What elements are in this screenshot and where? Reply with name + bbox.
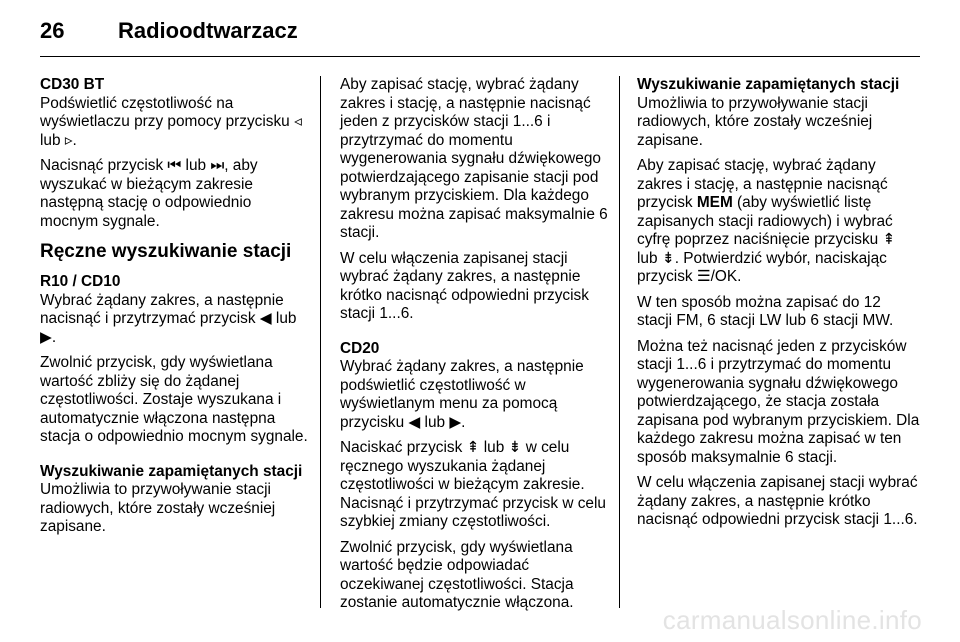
paragraph: W ten sposób można zapisać do 12 stacji FM, 6 stacji LW lub 6 stacji MW. (637, 293, 894, 329)
paragraph: Wybrać żądany zakres, a następnie nacisnąć i przytrzymać przycisk ◀ lub ▶. (40, 291, 297, 346)
column-middle (340, 76, 610, 620)
paragraph: Umożliwia to przywoływanie stacji radiowych, które zostały wcześniej zapisane. (637, 94, 873, 149)
column-right (637, 76, 920, 537)
paragraph: Umożliwia to przywoływanie stacji radiowych, które zostały wcześniej zapisane. (40, 481, 276, 535)
heading-r10-cd10: R10 / CD10 (40, 273, 121, 290)
page-number: 26 (40, 18, 65, 43)
paragraph: Zwolnić przycisk, gdy wyświetlana wartość zbliży się do żądanej częstotliwości. Zostaje wyszukana i automatycznie włączona następna stacja o odpowiednio mocnym sygnale. (40, 354, 308, 445)
page-title: Radioodtwarzacz (118, 18, 298, 43)
heading-cd30-bt: CD30 BT (40, 76, 105, 93)
paragraph: Nacisnąć przycisk ⏮ lub ⏭, aby wyszukać w bieżącym zakresie następną stację o odpowiednio mocnym sygnale. (40, 157, 258, 230)
heading-saved-stations: Wyszukiwanie zapamiętanych stacji (40, 462, 303, 480)
column-left (40, 76, 310, 544)
paragraph-text: Aby zapisać stację, wybrać żądany zakres i stację, a następnie nacisnąć przycisk (637, 157, 888, 211)
paragraph-text: (aby wyświetlić listę zapisanych stacji radiowych) i wybrać cyfrę poprzez naciśnięcie przycisku ⇞ lub ⇟. Potwierdzić wybór, naciskając przycisk ☰/OK. (637, 194, 896, 285)
paragraph: Podświetlić częstotliwość na wyświetlaczu przy pomocy przycisku ◃ lub ▹. (40, 94, 302, 149)
paragraph: Wybrać żądany zakres, a następnie podświetlić częstotliwość w wyświetlanym menu za pomocą przycisku ◀ lub ▶. (340, 358, 584, 431)
paragraph: Można też nacisnąć jeden z przycisków stacji 1...6 i przytrzymać do momentu wygenerowania sygnału dźwiękowego potwierdzającego, że stacja została zapisana pod wybranym przyciskiem. Dla każdego zakresu można zapisać w ten sposób maksymalnie 6 stacji. (637, 337, 920, 466)
column-divider (320, 76, 321, 608)
page-header (40, 14, 920, 50)
mem-button-label: MEM (696, 194, 733, 211)
paragraph: W celu włączenia zapisanej stacji wybrać żądany zakres, a następnie krótko nacisnąć odpowiedni przycisk stacji 1...6. (340, 249, 589, 322)
paragraph: Naciskać przycisk ⇞ lub ⇟ w celu ręcznego wyszukania żądanej częstotliwości w bieżącym zakresie. Nacisnąć i przytrzymać przycisk w celu szybkiej zmiany częstotliwości. (340, 439, 606, 530)
paragraph: W celu włączenia zapisanej stacji wybrać żądany zakres, a następnie krótko nacisnąć odpowiedni przycisk stacji 1...6. (637, 474, 918, 528)
paragraph: Zwolnić przycisk, gdy wyświetlana wartość będzie odpowiadać oczekiwanej częstotliwości. Stacja zostanie automatycznie włączona. (340, 538, 574, 611)
section-heading-manual-search: Ręczne wyszukiwanie stacji (40, 241, 292, 262)
header-divider (40, 56, 920, 57)
paragraph: Aby zapisać stację, wybrać żądany zakres i stację, a następnie nacisnąć jeden z przycisków stacji 1...6 i przytrzymać do momentu wygenerowania sygnału dźwiękowego potwierdzającego zapisanie stacji pod wybranym przyciskiem. Dla każdego zakresu można zapisać maksymalnie 6 stacji. (340, 76, 608, 241)
watermark: carmanualsonline.info (662, 605, 922, 635)
paragraph (637, 157, 920, 287)
heading-saved-stations: Wyszukiwanie zapamiętanych stacji (637, 76, 900, 93)
column-divider (619, 76, 620, 608)
heading-cd20: CD20 (340, 339, 380, 357)
